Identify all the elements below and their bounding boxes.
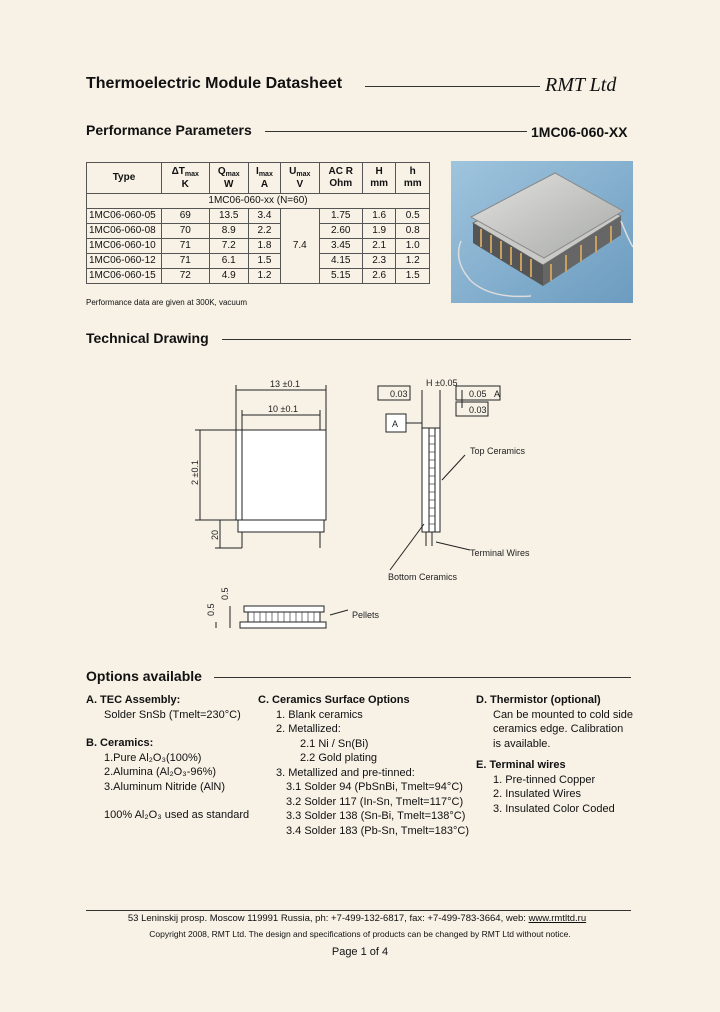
performance-heading: Performance Parameters xyxy=(86,122,252,138)
footer-rule xyxy=(86,910,631,911)
col-h: h mm xyxy=(396,163,430,194)
col-qmax: $Q_{max}$ W xyxy=(209,163,248,194)
performance-rule xyxy=(265,131,527,132)
col-dtmax: $\Delta T_{max}$ K xyxy=(162,163,210,194)
table-row: 1MC06-060-08 70 8.9 2.2 2.60 1.9 0.8 xyxy=(87,224,430,239)
parallel-value: 0.05 xyxy=(469,389,487,399)
header-rule xyxy=(365,86,540,87)
drawing-rule xyxy=(222,339,631,340)
dim-outer: 13 ±0.1 xyxy=(270,379,300,389)
col-type: Type xyxy=(87,163,162,194)
options-rule xyxy=(214,677,631,678)
dim-height: 2 ±0.1 xyxy=(190,460,200,485)
options-col-c: C. Ceramics Surface Options 1. Blank ceramics 2. Metallized: 2.1 Ni / Sn(Bi) 2.2 Gold plating 3. Metallized and pre-tinned: 3.1 Solder 94 (PbSnBi, Tmelt=94°C) 3.2 Solder 117 (In-Sn, Tmelt=117°C) 3.3 Solder 138 (Sn-Bi, Tmelt=138°C) 3.4 Solder 183 (Pb-Sn, Tmelt=183°C) xyxy=(258,694,470,837)
table-row: 1MC06-060-15 72 4.9 1.2 5.15 2.6 1.5 xyxy=(87,269,430,284)
page-number: Page 1 of 4 xyxy=(331,946,389,958)
flatness2-value: 0.03 xyxy=(469,405,487,415)
parallel-ref: A xyxy=(494,389,501,399)
col-H: H mm xyxy=(362,163,396,194)
table-note: Performance data are given at 300K, vacuum xyxy=(86,298,247,307)
dim-wire: 20 xyxy=(210,529,220,540)
footer-address: 53 Leninskij prosp. Moscow 119991 Russia, ph: +7-499-132-6817, fax: +7-499-783-3664, web: www.rmtltd.ru xyxy=(127,913,587,924)
table-header-row xyxy=(87,163,430,194)
options-col-de: D. Thermistor (optional) Can be mounted to cold side ceramics edge. Calibration is available. E. Terminal wires 1. Pre-tinned Copper 2. Insulated Wires 3. Insulated Color Coded xyxy=(476,694,634,815)
col-umax: $U_{max}$ V xyxy=(280,163,319,194)
footer-copyright: Copyright 2008, RMT Ltd. The design and specifications of products can be changed by RMT Ltd without notice. xyxy=(149,929,571,939)
umax-cell: 7.4 xyxy=(280,209,319,284)
table-row: 1MC06-060-05 69 13.5 3.4 7.4 1.75 1.6 0.5 xyxy=(87,209,430,224)
callout-terminal-wires: Terminal Wires xyxy=(470,548,530,558)
options-heading: Options available xyxy=(86,668,202,684)
document-title: Thermoelectric Module Datasheet xyxy=(86,75,343,92)
dim-side-1: 0.5 xyxy=(220,587,230,600)
dim-inner: 10 ±0.1 xyxy=(268,404,298,414)
brand-logo: RMT Ltd xyxy=(545,74,617,96)
footer-web-link[interactable]: www.rmtltd.ru xyxy=(528,913,587,924)
col-acr: AC R Ohm xyxy=(319,163,362,194)
technical-drawing xyxy=(180,370,560,640)
dim-side-2: 0.5 xyxy=(206,603,216,616)
col-imax: $I_{max}$ A xyxy=(248,163,280,194)
table-group-row: 1MC06-060-xx (N=60) xyxy=(87,194,430,209)
dim-H: H ±0.05 xyxy=(426,378,458,388)
performance-table xyxy=(86,162,430,284)
callout-pellets: Pellets xyxy=(352,610,380,620)
callout-top-ceramics: Top Ceramics xyxy=(470,446,526,456)
datum-label: A xyxy=(392,419,399,429)
options-col-ab: A. TEC Assembly: Solder SnSb (Tmelt=230°C) B. Ceramics: 1.Pure Al₂O₃(100%) 2.Alumina (Al₂O₃-96%) 3.Aluminum Nitride (AlN) 100% Al₂O₃ used as standard xyxy=(86,694,250,821)
flatness-value: 0.03 xyxy=(390,389,408,399)
table-row: 1MC06-060-12 71 6.1 1.5 4.15 2.3 1.2 xyxy=(87,254,430,269)
drawing-heading: Technical Drawing xyxy=(86,330,209,346)
model-number: 1MC06-060-XX xyxy=(531,124,628,140)
module-photo xyxy=(451,161,633,303)
callout-bottom-ceramics: Bottom Ceramics xyxy=(388,572,458,582)
table-row: 1MC06-060-10 71 7.2 1.8 3.45 2.1 1.0 xyxy=(87,239,430,254)
